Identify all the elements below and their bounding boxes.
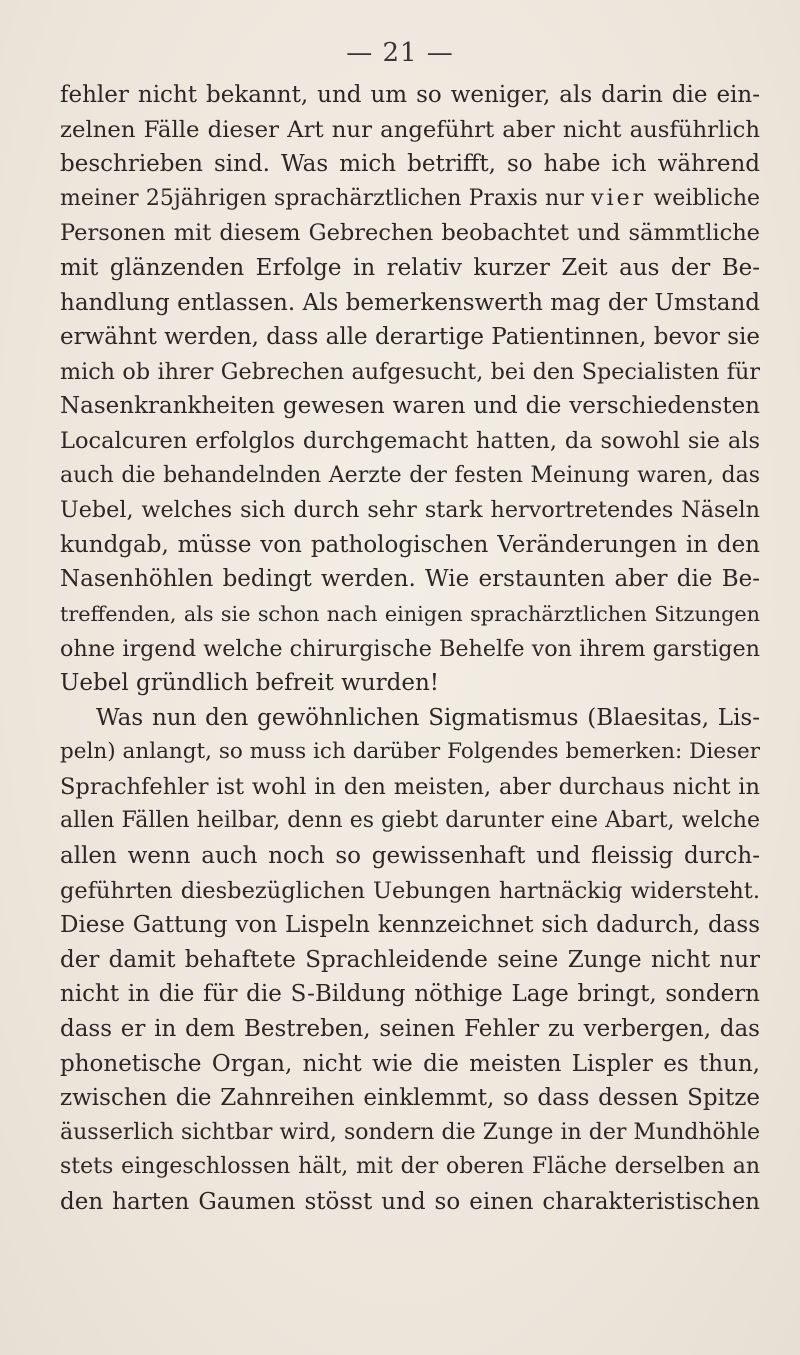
text-line: Uebel, welches sich durch sehr stark hervortretendes Näseln xyxy=(60,497,760,524)
text-line: der damit behaftete Sprachleidende seine Zunge nicht nur xyxy=(60,946,760,973)
text-line-paragraph-end: Uebel gründlich befreit wurden! xyxy=(60,670,440,697)
text-line: nicht in die für die S-Bildung nöthige Lage bringt, sondern xyxy=(60,981,760,1008)
text-line: zwischen die Zahnreihen einklemmt, so dass dessen Spitze xyxy=(60,1085,760,1112)
text-segment: meiner 25jährigen sprachärztlichen Praxis nur xyxy=(60,185,584,211)
text-line: stets eingeschlossen hält, mit der oberen Fläche derselben an xyxy=(60,1154,760,1180)
text-segment: weibliche xyxy=(653,185,760,211)
text-line: ohne irgend welche chirurgische Behelfe von ihrem garstigen xyxy=(60,635,760,662)
text-line: Nasenkrankheiten gewesen waren und die verschiedensten xyxy=(60,393,760,420)
text-line: peln) anlangt, so muss ich darüber Folgendes bemerken: Dieser xyxy=(60,739,760,765)
text-line: Sprachfehler ist wohl in den meisten, aber durchaus nicht in xyxy=(60,773,760,800)
text-line: mich ob ihrer Gebrechen aufgesucht, bei den Specialisten für xyxy=(60,358,760,385)
text-line-paragraph-start: Was nun den gewöhnlichen Sigmatismus (Blaesitas, Lis- xyxy=(96,704,760,731)
text-line: dass er in dem Bestreben, seinen Fehler zu verbergen, das xyxy=(60,1016,760,1043)
text-line: allen wenn auch noch so gewissenhaft und fleissig durch- xyxy=(60,843,760,870)
text-line: erwähnt werden, dass alle derartige Patientinnen, bevor sie xyxy=(60,324,760,351)
text-line: Localcuren erfolglos durchgemacht hatten, da sowohl sie als xyxy=(60,427,760,454)
emphasized-word: vier xyxy=(591,185,647,211)
text-line-emphasis xyxy=(60,182,760,217)
body-text xyxy=(60,78,760,1220)
text-line: Nasenhöhlen bedingt werden. Wie erstaunten aber die Be- xyxy=(60,566,760,593)
text-line: beschrieben sind. Was mich betrifft, so habe ich während xyxy=(60,151,760,178)
text-line: geführten diesbezüglichen Uebungen hartnäckig widersteht. xyxy=(60,877,760,904)
text-line: kundgab, müsse von pathologischen Veränderungen in den xyxy=(60,531,760,558)
text-line: Personen mit diesem Gebrechen beobachtet und sämmtliche xyxy=(60,220,760,247)
text-line: treffenden, als sie schon nach einigen sprachärztlichen Sitzungen xyxy=(60,601,760,626)
text-line: allen Fällen heilbar, denn es giebt darunter eine Abart, welche xyxy=(60,808,760,834)
text-line: äusserlich sichtbar wird, sondern die Zunge in der Mundhöhle xyxy=(60,1119,760,1145)
page-number-header: — 21 — xyxy=(346,38,454,68)
text-line: zelnen Fälle dieser Art nur angeführt aber nicht ausführlich xyxy=(60,116,760,143)
text-line: auch die behandelnden Aerzte der festen Meinung waren, das xyxy=(60,462,760,488)
text-line: Diese Gattung von Lispeln kennzeichnet sich dadurch, dass xyxy=(60,912,760,939)
text-line: phonetische Organ, nicht wie die meisten Lispler es thun, xyxy=(60,1050,760,1077)
text-line: handlung entlassen. Als bemerkenswerth mag der Umstand xyxy=(60,289,760,316)
text-line: mit glänzenden Erfolge in relativ kurzer Zeit aus der Be- xyxy=(60,254,760,281)
text-line: den harten Gaumen stösst und so einen charakteristischen xyxy=(60,1189,760,1215)
text-line: fehler nicht bekannt, und um so weniger, als darin die ein- xyxy=(60,82,760,108)
